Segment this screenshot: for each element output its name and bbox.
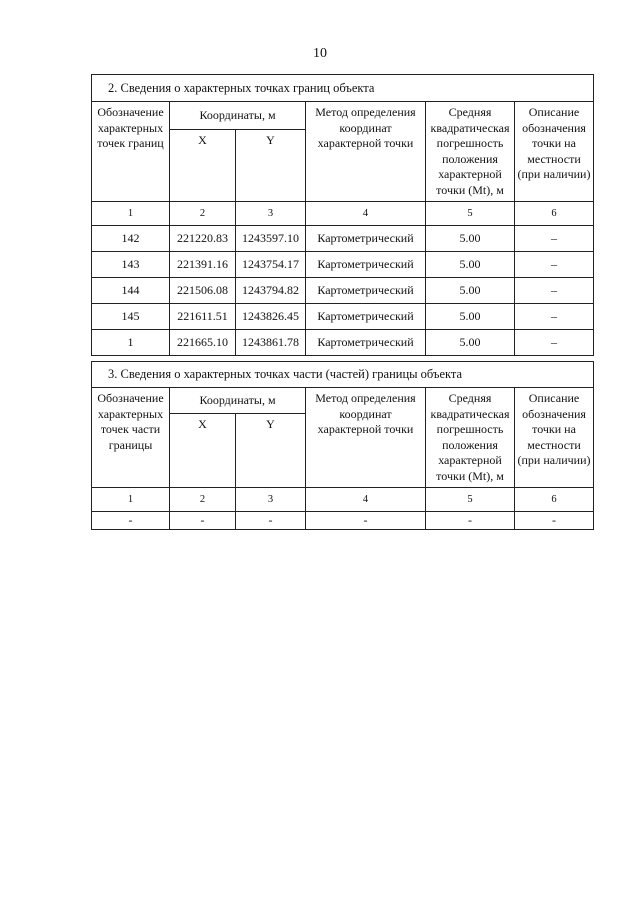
- column-number: 4: [306, 488, 426, 512]
- column-number: 4: [306, 202, 426, 226]
- header-description: Описание обозначения точки на местности (при наличии): [515, 388, 594, 488]
- description: –: [515, 330, 594, 356]
- table-row: [92, 512, 594, 530]
- coord-x: 221611.51: [170, 304, 236, 330]
- table-row: [92, 330, 594, 356]
- coord-y: 1243597.10: [236, 226, 306, 252]
- coord-x: -: [170, 512, 236, 530]
- coord-x: 221220.83: [170, 226, 236, 252]
- column-number: 5: [426, 202, 515, 226]
- accuracy: 5.00: [426, 252, 515, 278]
- section-title: 3. Сведения о характерных точках части (частей) границы объекта: [92, 362, 594, 388]
- header-method: Метод определения координат характерной точки: [306, 388, 426, 488]
- header-accuracy: Средняя квадратическая погрешность положения характерной точки (Mt), м: [426, 102, 515, 202]
- header-x: X: [170, 414, 236, 488]
- column-number: 5: [426, 488, 515, 512]
- coord-x: 221391.16: [170, 252, 236, 278]
- point-id: 145: [92, 304, 170, 330]
- coord-y: -: [236, 512, 306, 530]
- table-row: [92, 252, 594, 278]
- description: -: [515, 512, 594, 530]
- method: -: [306, 512, 426, 530]
- table-row: [92, 278, 594, 304]
- table-row: [92, 304, 594, 330]
- method: Картометрический: [306, 304, 426, 330]
- column-number: 3: [236, 202, 306, 226]
- header-x: X: [170, 130, 236, 202]
- page-number: 10: [313, 46, 327, 61]
- coord-y: 1243754.17: [236, 252, 306, 278]
- accuracy: 5.00: [426, 278, 515, 304]
- coord-y: 1243826.45: [236, 304, 306, 330]
- column-number: 6: [515, 202, 594, 226]
- description: –: [515, 278, 594, 304]
- column-number: 2: [170, 488, 236, 512]
- method: Картометрический: [306, 278, 426, 304]
- point-id: 1: [92, 330, 170, 356]
- boundary-part-points-table: [91, 361, 594, 530]
- method: Картометрический: [306, 330, 426, 356]
- coord-x: 221665.10: [170, 330, 236, 356]
- column-number: 6: [515, 488, 594, 512]
- header-coordinates: Координаты, м: [170, 388, 306, 414]
- method: Картометрический: [306, 252, 426, 278]
- accuracy: 5.00: [426, 304, 515, 330]
- coord-x: 221506.08: [170, 278, 236, 304]
- point-id: 142: [92, 226, 170, 252]
- column-number: 1: [92, 488, 170, 512]
- description: –: [515, 304, 594, 330]
- header-accuracy: Средняя квадратическая погрешность положения характерной точки (Mt), м: [426, 388, 515, 488]
- point-id: 143: [92, 252, 170, 278]
- method: Картометрический: [306, 226, 426, 252]
- header-method: Метод определения координат характерной точки: [306, 102, 426, 202]
- header-y: Y: [236, 414, 306, 488]
- accuracy: -: [426, 512, 515, 530]
- point-id: 144: [92, 278, 170, 304]
- header-point-designation: Обозначение характерных точек части границы: [92, 388, 170, 488]
- header-y: Y: [236, 130, 306, 202]
- point-id: -: [92, 512, 170, 530]
- header-point-designation: Обозначение характерных точек границ: [92, 102, 170, 202]
- coord-y: 1243861.78: [236, 330, 306, 356]
- description: –: [515, 226, 594, 252]
- characteristic-points-table: [91, 74, 594, 356]
- accuracy: 5.00: [426, 330, 515, 356]
- accuracy: 5.00: [426, 226, 515, 252]
- header-coordinates: Координаты, м: [170, 102, 306, 130]
- column-number: 3: [236, 488, 306, 512]
- column-number: 2: [170, 202, 236, 226]
- header-description: Описание обозначения точки на местности (при наличии): [515, 102, 594, 202]
- section-title: 2. Сведения о характерных точках границ объекта: [92, 75, 594, 102]
- coord-y: 1243794.82: [236, 278, 306, 304]
- description: –: [515, 252, 594, 278]
- column-number: 1: [92, 202, 170, 226]
- table-row: [92, 226, 594, 252]
